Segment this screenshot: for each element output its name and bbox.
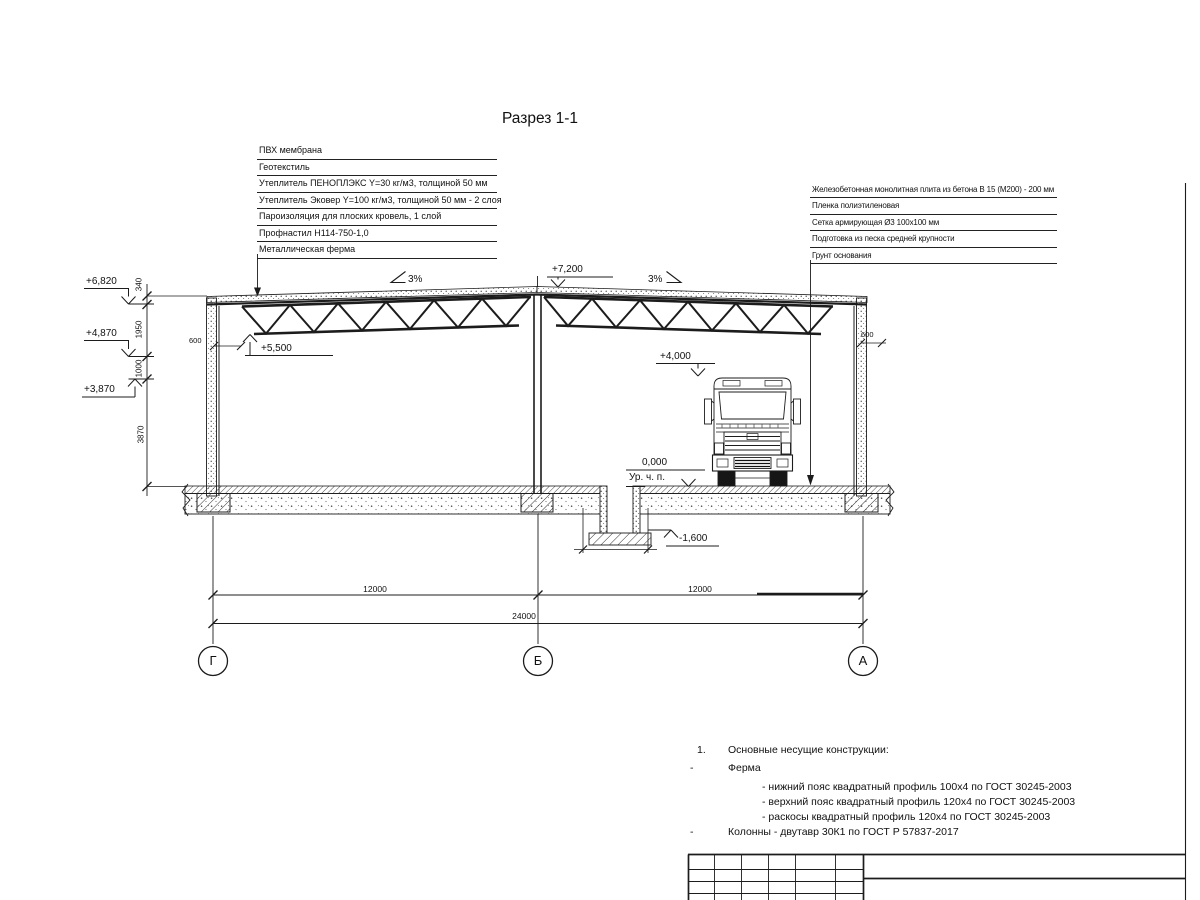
span-dim-right: 12000 xyxy=(688,584,712,594)
slope-glyphs xyxy=(391,272,681,283)
floor-callout-row: Пленка полиэтиленовая xyxy=(810,198,1057,214)
roof-callout-row: Пароизоляция для плоских кровель, 1 слой xyxy=(257,209,497,226)
note-columns: Колонны - двутавр 30К1 по ГОСТ Р 57837-2017 xyxy=(728,826,959,838)
note-top-chord: - верхний пояс квадратный профиль 120х4 по ГОСТ 30245-2003 xyxy=(762,796,1076,808)
note-dash: - xyxy=(690,762,694,774)
elevation-pit-bottom: -1,600 xyxy=(679,533,708,544)
note-dash2: - xyxy=(690,826,694,838)
vdim-1950: 1950 xyxy=(134,320,144,339)
note-diagonals: - раскосы квадратный профиль 120х4 по ГОСТ 30245-2003 xyxy=(762,811,1051,823)
vdim-340: 340 xyxy=(134,277,144,292)
axis-bubble-a: А xyxy=(858,653,868,668)
floor-callout-row: Грунт основания xyxy=(810,248,1057,264)
floor-callout-row: Подготовка из песка средней крупности xyxy=(810,231,1057,247)
roof xyxy=(207,287,867,305)
page-title: Разрез 1-1 xyxy=(501,110,579,127)
axis-bubble-b: Б xyxy=(533,653,543,668)
note-bottom-chord: - нижний пояс квадратный профиль 100х4 по ГОСТ 30245-2003 xyxy=(762,781,1072,793)
span-dim-left: 12000 xyxy=(363,584,387,594)
vdim-1000: 1000 xyxy=(134,359,144,378)
elevation-eave: +6,820 xyxy=(86,276,117,287)
floor-callout-row: Железобетонная монолитная плита из бетона В 15 (М200) - 200 мм xyxy=(810,182,1057,198)
axis-bubble-g: Г xyxy=(209,653,217,668)
floor-callout-leader xyxy=(807,260,814,486)
floor-callout-row: Сетка армирующая Ø3 100х100 мм xyxy=(810,215,1057,231)
note-structures: Основные несущие конструкции: xyxy=(728,744,889,756)
offset-dim-right: 600 xyxy=(861,330,874,339)
roof-callout-row: Утеплитель Эковер Y=100 кг/м3, толщиной 50 мм - 2 слоя xyxy=(257,193,497,210)
roof-callout-row: Утеплитель ПЕНОПЛЭКС Y=30 кг/м3, толщиной 50 мм xyxy=(257,176,497,193)
offset-dim-left: 600 xyxy=(189,336,202,345)
slope-left-label: 3% xyxy=(408,274,423,285)
elevation-ridge: +7,200 xyxy=(552,264,583,275)
roof-callout-row: ПВХ мембрана xyxy=(257,143,497,160)
note-truss: Ферма xyxy=(728,762,761,774)
elevation-floor-zero: 0,000 xyxy=(642,457,668,468)
slope-right-label: 3% xyxy=(648,274,663,285)
center-column xyxy=(534,295,541,494)
wall-left xyxy=(207,298,220,496)
elevation-low: +3,870 xyxy=(84,384,115,395)
floor-level-label: Ур. ч. п. xyxy=(629,472,665,483)
note-number: 1. xyxy=(697,744,706,756)
elevation-truss-bottom: +5,500 xyxy=(261,343,292,354)
wall-right xyxy=(854,298,867,496)
roof-callout-row: Профнастил Н114-750-1,0 xyxy=(257,226,497,243)
title-block xyxy=(688,855,1185,900)
elevation-mid: +4,870 xyxy=(86,328,117,339)
span-dim-total: 24000 xyxy=(512,611,536,621)
roof-callout-row: Металлическая ферма xyxy=(257,242,497,259)
vdim-3870: 3870 xyxy=(136,425,146,444)
roof-callout-row: Геотекстиль xyxy=(257,160,497,177)
floor-callout-table xyxy=(810,182,1057,264)
roof-callout-leader xyxy=(254,254,261,297)
roof-callout-table xyxy=(257,143,502,259)
elevation-clearance: +4,000 xyxy=(660,351,691,362)
truck xyxy=(705,378,801,486)
offset-dims xyxy=(210,339,886,350)
left-dim-chain xyxy=(143,284,208,496)
